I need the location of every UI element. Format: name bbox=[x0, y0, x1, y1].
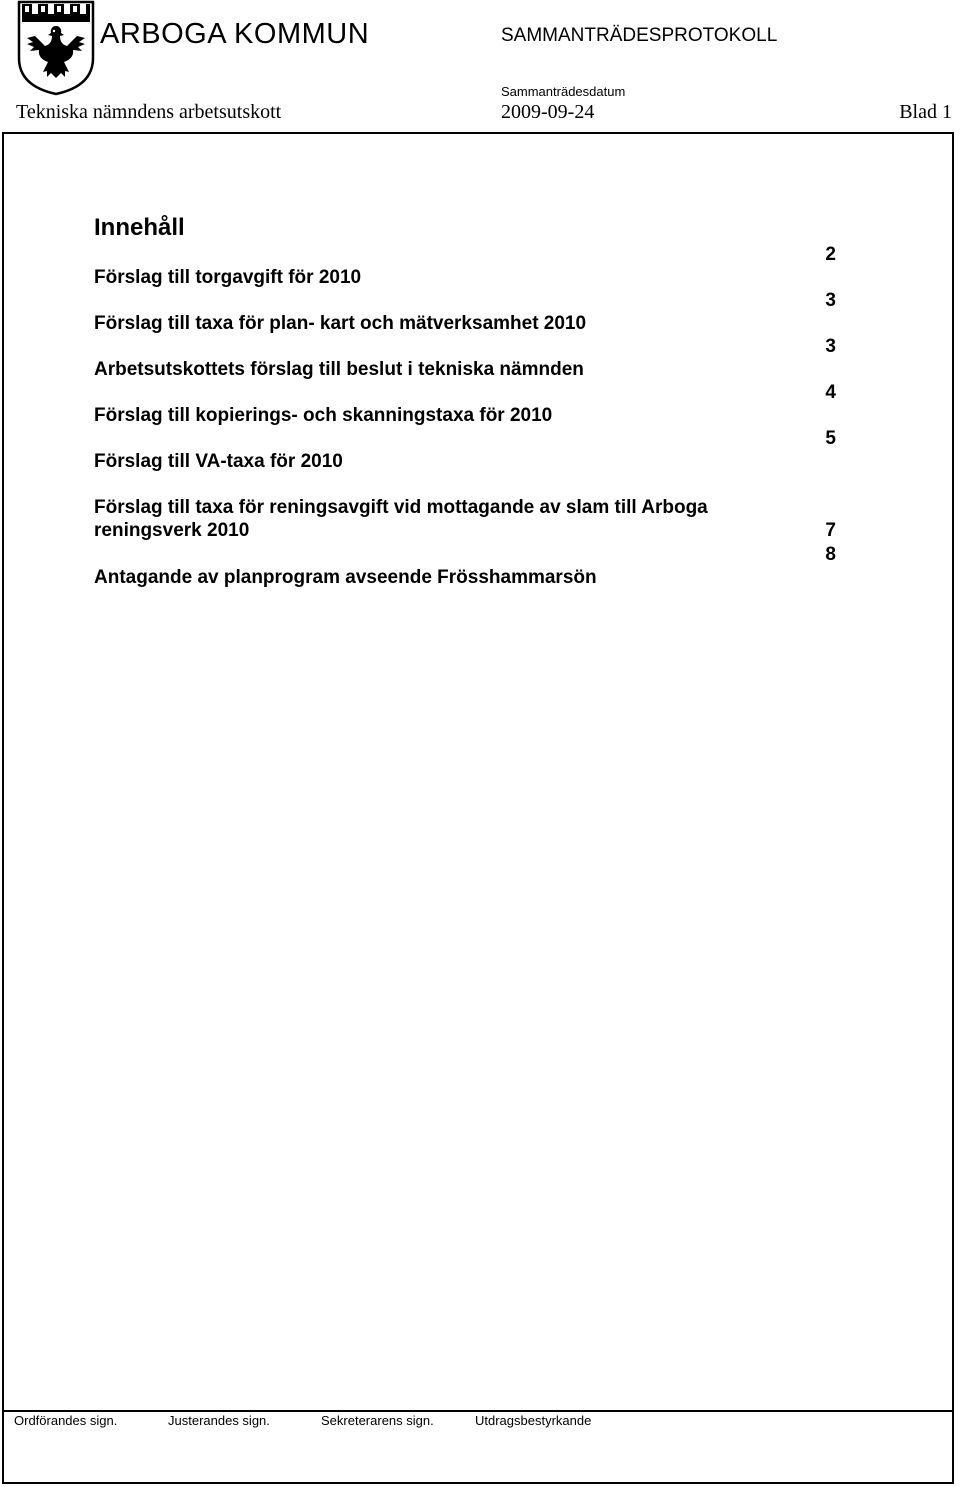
sheet-number: Blad 1 bbox=[899, 101, 952, 123]
meeting-date-label: Sammanträdesdatum bbox=[501, 84, 626, 99]
toc-item-page: 7 bbox=[825, 520, 836, 541]
toc-item-text: Förslag till taxa för reningsavgift vid mottagande av slam till Arboga reningsverk 2010 bbox=[94, 497, 708, 541]
municipality-name: ARBOGA KOMMUN bbox=[100, 18, 370, 50]
toc-item-text: Förslag till taxa för plan- kart och mätverksamhet 2010 bbox=[94, 313, 587, 334]
toc-item-page: 3 bbox=[825, 290, 836, 311]
toc-item-page: 2 bbox=[825, 244, 836, 265]
extract-certification-label: Utdragsbestyrkande bbox=[475, 1413, 592, 1428]
toc-item-text: Förslag till torgavgift för 2010 bbox=[94, 267, 362, 288]
signature-divider bbox=[4, 1410, 952, 1412]
secretary-signature-label: Sekreterarens sign. bbox=[321, 1413, 434, 1428]
toc-item-text: Arbetsutskottets förslag till beslut i tekniska nämnden bbox=[94, 359, 584, 380]
toc-title: Innehåll bbox=[94, 214, 185, 241]
toc-item-page: 5 bbox=[825, 428, 836, 449]
toc-item-text: Förslag till kopierings- och skanningstaxa för 2010 bbox=[94, 405, 553, 426]
toc-item-page: 4 bbox=[825, 382, 836, 403]
toc-item-page: 8 bbox=[825, 544, 836, 565]
arboga-coat-of-arms-icon bbox=[16, 0, 96, 96]
toc-item-page: 3 bbox=[825, 336, 836, 357]
adjuster-signature-label: Justerandes sign. bbox=[168, 1413, 270, 1428]
committee-name: Tekniska nämndens arbetsutskott bbox=[16, 101, 282, 123]
meeting-date: 2009-09-24 bbox=[501, 101, 595, 123]
chair-signature-label: Ordförandes sign. bbox=[14, 1413, 118, 1428]
toc-item-text: Förslag till VA-taxa för 2010 bbox=[94, 451, 343, 472]
toc-item-text: Antagande av planprogram avseende Frösshammarsön bbox=[94, 567, 597, 588]
toc-item bbox=[94, 496, 836, 542]
document-type: SAMMANTRÄDESPROTOKOLL bbox=[501, 25, 778, 46]
